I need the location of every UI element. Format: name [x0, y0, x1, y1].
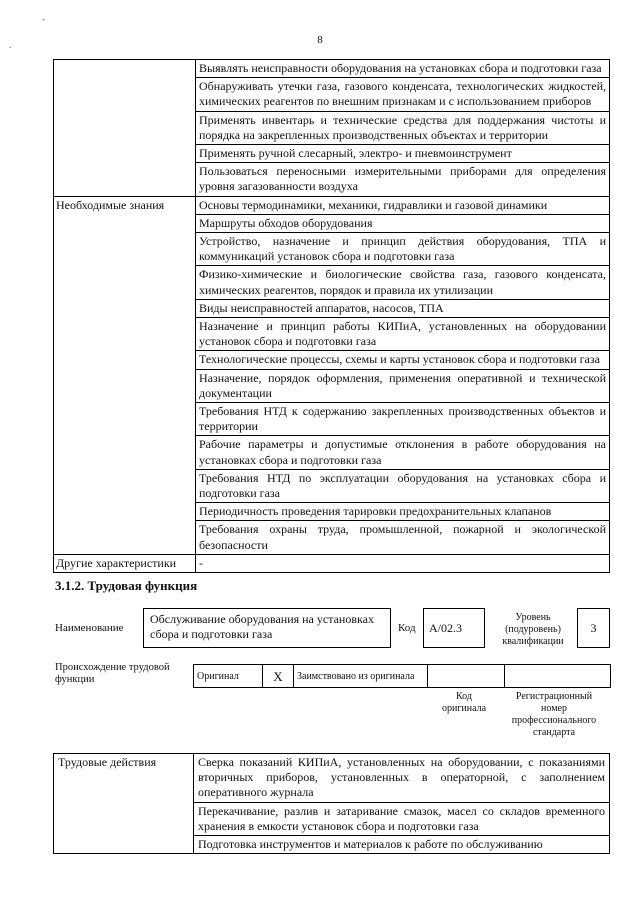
- row-item: Применять ручной слесарный, электро- и пневмоинструмент: [196, 145, 610, 163]
- row-item: Требования охраны труда, промышленной, пожарной и экологической безопасности: [196, 521, 610, 554]
- row-item: Периодичность проведения тарировки предохранительных клапанов: [196, 503, 610, 521]
- reg-number-cell: [505, 665, 611, 688]
- row-item: Применять инвентарь и технические средства для поддержания чистоты и порядка на закрепленных производственных объектах и территории: [196, 111, 610, 144]
- table-row: [54, 554, 610, 572]
- row-item: Виды неисправностей аппаратов, насосов, ТПА: [196, 299, 610, 317]
- row-item: Маршруты обходов оборудования: [196, 214, 610, 232]
- level-label: Уровень (подуровень) квалификации: [502, 612, 564, 647]
- actions-table: [53, 753, 610, 854]
- row-item: Устройство, назначение и принцип действия оборудования, ТПА и коммуникаций установок сбора и подготовки газа: [196, 233, 610, 266]
- row-item: Технологические процессы, схемы и карты установок сбора и подготовки газа: [196, 351, 610, 369]
- origin-table: [193, 664, 611, 688]
- level-box: 3: [577, 608, 610, 648]
- row-label: [54, 60, 196, 197]
- original-mark: X: [263, 665, 294, 688]
- section-title: 3.1.2. Трудовая функция: [55, 578, 198, 593]
- origin-label: Происхождение трудовой функции: [55, 662, 170, 685]
- row-item: Подготовка инструментов и материалов к работе по обслуживанию: [194, 836, 610, 854]
- code-label: Код: [398, 622, 416, 634]
- reg-number-label: Регистрационный номер профессионального стандарта: [511, 691, 597, 738]
- scan-mark: -: [42, 14, 45, 24]
- row-item: Пользоваться переносными измерительными приборами для определения уровня загазованности воздуха: [196, 163, 610, 196]
- row-item: Назначение, порядок оформления, применения оперативной и технической документации: [196, 369, 610, 402]
- row-item: Требования НТД к содержанию закрепленных производственных объектов и территории: [196, 403, 610, 436]
- row-item: -: [196, 554, 610, 572]
- row-item: Обнаруживать утечки газа, газового конденсата, технологических жидкостей, химических реагентов по внешним признакам и с использованием приборов: [196, 78, 610, 111]
- row-label: Другие характеристики: [54, 554, 196, 572]
- row-item: Сверка показаний КИПиА, установленных на оборудовании, с показаниями вторичных приборов, установленных в операторной, с заполнением оперативного журнала: [194, 754, 610, 803]
- row-item: Требования НТД по эксплуатации оборудования на установках сбора и подготовки газа: [196, 469, 610, 502]
- page-number: 8: [317, 34, 323, 46]
- borrowed-label: Заимствовано из оригинала: [294, 665, 428, 688]
- row-item: Назначение и принцип работы КИПиА, установленных на оборудовании установок сбора и подготовки газа: [196, 318, 610, 351]
- requirements-table: [53, 59, 610, 573]
- row-item: Выявлять неисправности оборудования на установках сбора и подготовки газа: [196, 60, 610, 78]
- name-label: Наименование: [55, 622, 124, 634]
- row-item: Рабочие параметры и допустимые отклонения в работе оборудования на установках сбора и подготовки газа: [196, 436, 610, 469]
- table-row: [54, 754, 610, 803]
- original-label: Оригинал: [194, 665, 263, 688]
- row-label: Необходимые знания: [54, 196, 196, 554]
- row-item: Физико-химические и биологические свойства газа, газового конденсата, химических реагентов, порядок и правила их утилизации: [196, 266, 610, 299]
- original-code-cell: [428, 665, 505, 688]
- scan-mark: .: [9, 40, 12, 50]
- row-item: Основы термодинамики, механики, гидравлики и газовой динамики: [196, 196, 610, 214]
- function-name-box: Обслуживание оборудования на установках сбора и подготовки газа: [143, 608, 391, 648]
- function-code-box: А/02.3: [423, 608, 485, 648]
- table-row: [54, 60, 610, 78]
- row-item: Перекачивание, разлив и затаривание смазок, масел со складов временного хранения в емкости установок сбора и подготовки газа: [194, 802, 610, 835]
- code-original-label: Код оригинала: [441, 691, 487, 714]
- row-label: Трудовые действия: [54, 754, 194, 854]
- table-row: [54, 196, 610, 214]
